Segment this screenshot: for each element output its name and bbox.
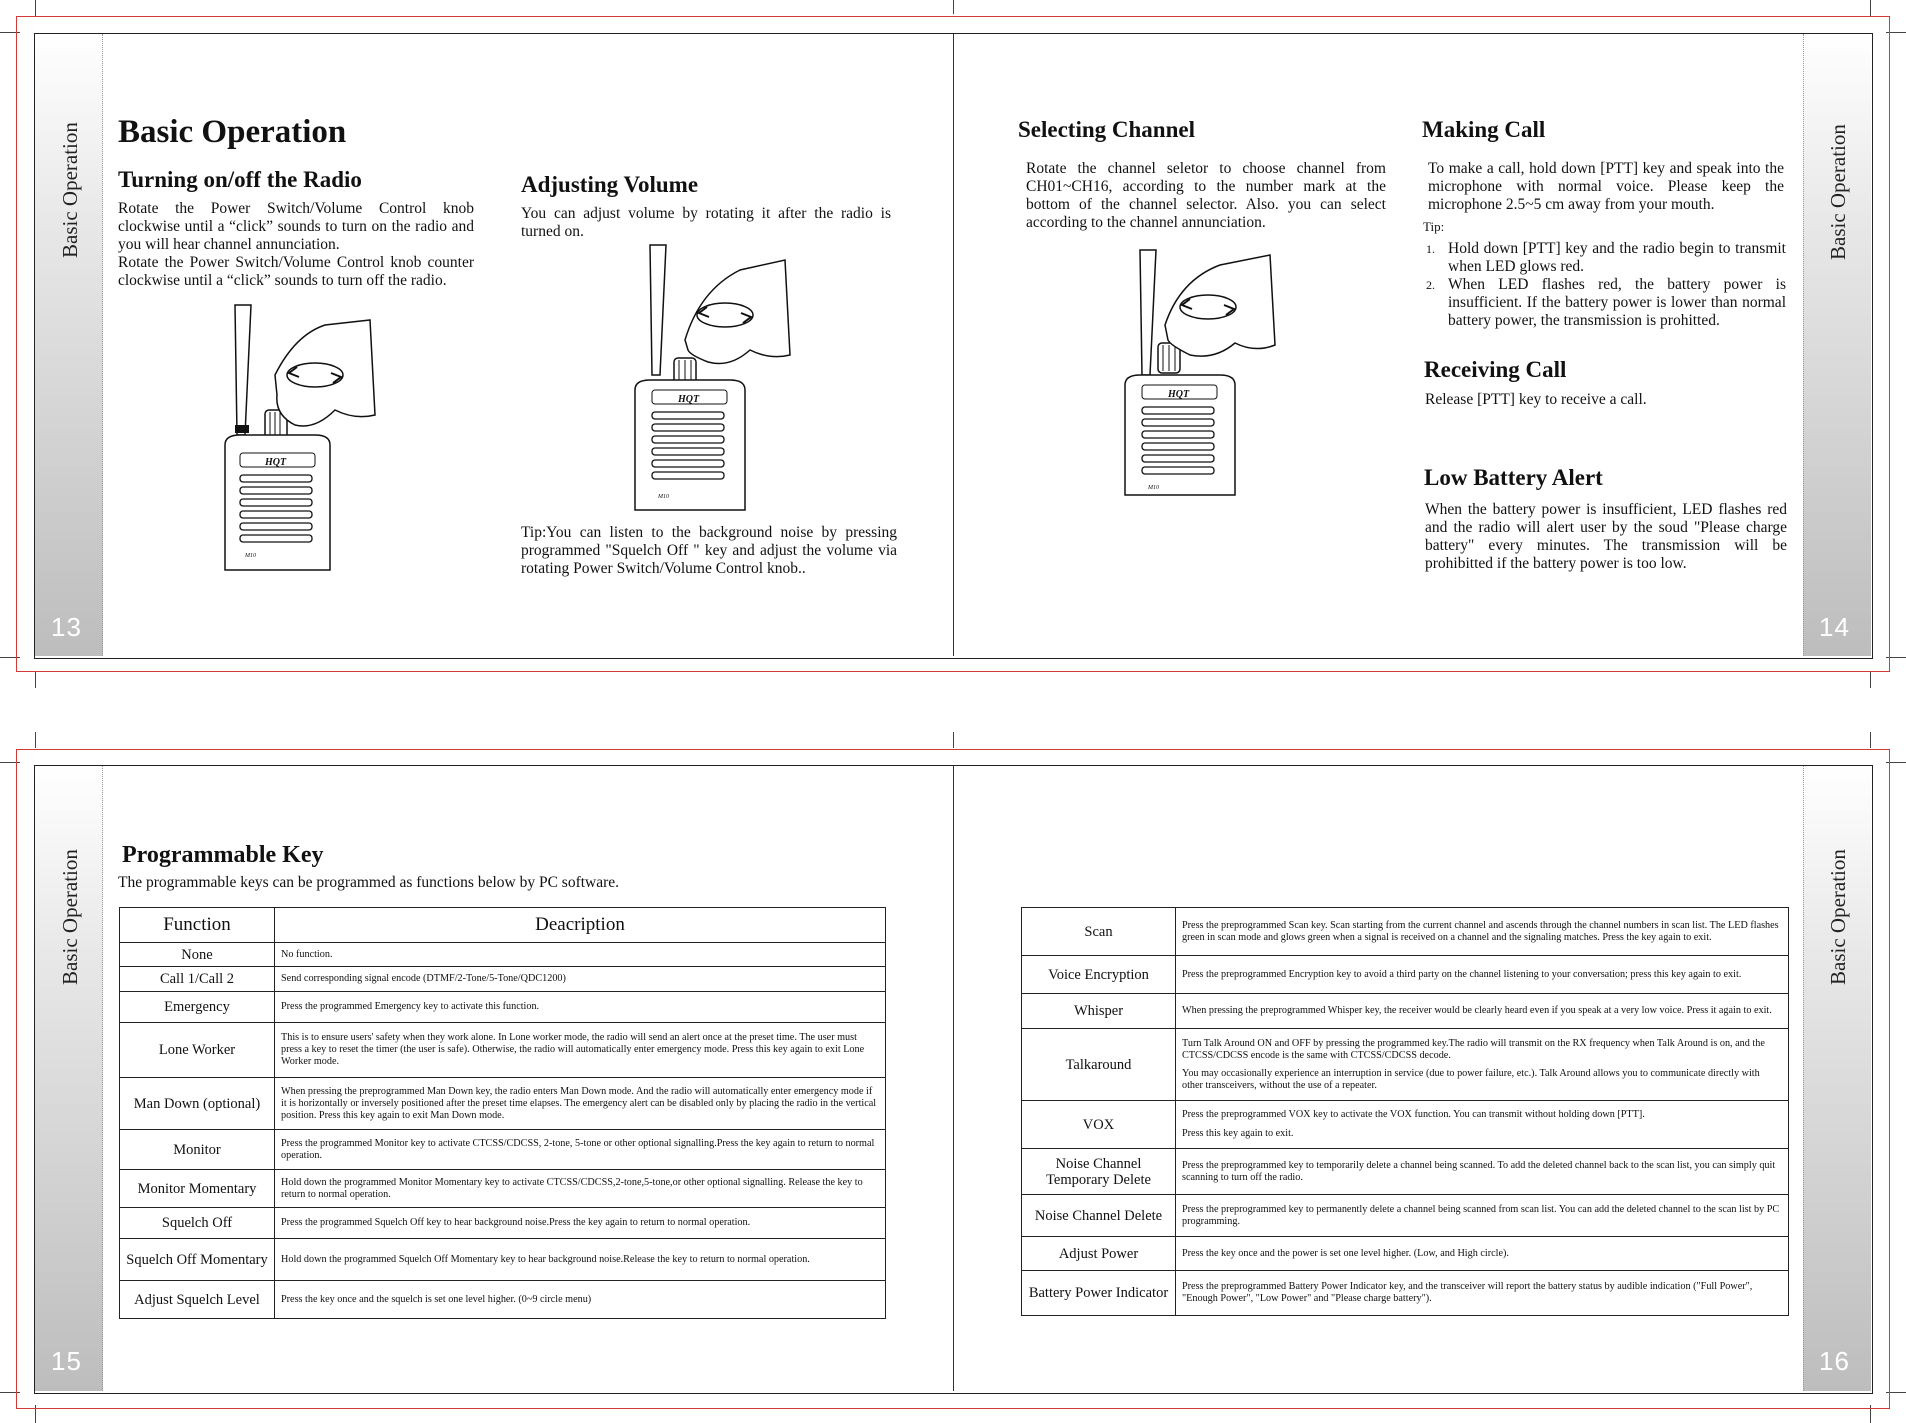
crop-mark [953,732,954,748]
radio-brand: HQT [1168,389,1190,400]
programmable-key-table [119,907,886,1319]
table-row: Lone Worker This is to ensure users' safety when they work alone. In Lone worker mode, the radio will send an alert once at the preset time. The user must press a key to reset the timer (the user is safe). Otherwise, the radio will automatically enter emergency mode. Press this key again to exit Lone Worker mode. [120,1023,886,1078]
crop-mark [35,732,36,748]
radio-volume-illustration [630,240,790,515]
crop-mark [35,672,36,688]
table-row: Emergency Press the programmed Emergency key to activate this function. [120,992,886,1023]
page-number-14: 14 [1819,612,1850,642]
radio-power-illustration [215,295,375,570]
programmable-key-table-continued [1021,907,1789,1316]
making-heading: Making Call [1422,117,1546,142]
radio-brand: HQT [265,457,287,468]
table-row: Whisper When pressing the preprogrammed Whisper key, the receiver would be clearly heard even if you speak at a very low voice. Press it again to exit. [1022,994,1789,1029]
table-row: Scan Press the preprogrammed Scan key. Scan starting from the current channel and ascends through the channel numbers in scan list. The LED flashes green in scan mode and glows green when a signal is received on a channel and the signaling matches. Press the key again to exit. [1022,908,1789,956]
page-number-16: 16 [1819,1346,1850,1376]
selecting-text: Rotate the channel seletor to choose channel from CH01~CH16, according to the number mark at the bottom of the channel selector. Also. you can select according to the channel annunciation. [1026,160,1386,231]
page-number-13: 13 [51,612,82,642]
table-row: Noise Channel Delete Press the preprogrammed key to permanently delete a channel being scanned from scan list. You can add the deleted channel to the scan list by PC programming. [1022,1195,1789,1237]
radio-model: M10 [658,494,669,500]
crop-mark [35,0,36,16]
lowbatt-heading: Low Battery Alert [1424,465,1603,490]
page16-side-label: Basic Operation [1826,849,1850,985]
turning-text: Rotate the Power Switch/Volume Control knob clockwise until a “click” sounds to turn on the radio and you will hear channel annunciation. Rotate the Power Switch/Volume Control knob counter clockwise until a “click” sounds to turn off the radio. [118,200,474,289]
bottom-spread-fold [953,766,954,1391]
table-row: Voice Encryption Press the preprogrammed Encryption key to avoid a third party on the channel listening to your conversation; press this key again to exit. [1022,956,1789,994]
tip-item: 2. When LED flashes red, the battery power is insufficient. If the battery power is lower than normal battery power, the transmission is prohitted. [1426,276,1786,329]
crop-mark [1870,0,1871,16]
page16-margin-line [1803,766,1804,1391]
lowbatt-text: When the battery power is insufficient, LED flashes red and the radio will alert user by the soud "Please charge battery" every minutes. The transmission will be prohibitted if the battery power is too low. [1425,501,1787,572]
page14-side-label: Basic Operation [1826,124,1850,260]
table-row: Call 1/Call 2 Send corresponding signal encode (DTMF/2-Tone/5-Tone/QDC1200) [120,967,886,992]
radio-model: M10 [1148,485,1159,491]
page13-title: Basic Operation [118,114,347,150]
crop-mark [953,0,954,14]
volume-heading: Adjusting Volume [521,172,699,197]
page13-margin-line [102,34,103,656]
table-row: Adjust Power Press the key once and the power is set one level higher. (Low, and High circle). [1022,1237,1789,1271]
receiving-heading: Receiving Call [1424,357,1567,382]
programmable-key-intro: The programmable keys can be programmed as functions below by PC software. [118,874,620,891]
top-spread-fold [953,34,954,656]
table-row: Talkaround Turn Talk Around ON and OFF by pressing the programmed key.The radio will transmit on the RX frequency when Talk Around is on, and the CTCSS/CDCSS encode is the same with CTCSS/CDCSS decode. You may occasionally experience an interruption in service (due to power failure, etc.). Talk Around allows you to communicate directly with other transceivers, without the use of a repeater. [1022,1029,1789,1101]
crop-mark [1870,672,1871,688]
programmable-key-heading: Programmable Key [122,842,324,868]
crop-mark [1870,732,1871,748]
turning-heading: Turning on/off the Radio [118,167,362,192]
making-tips [1426,240,1786,330]
table-header [120,908,886,943]
making-tip-label: Tip: [1423,219,1445,234]
radio-channel-illustration [1120,245,1280,495]
table-row: Battery Power Indicator Press the preprogrammed Battery Power Indicator key, and the transceiver will report the battery status by audible indication ("Full Power", "Enough Power", "Low Power" and "Please charge battery"). [1022,1271,1789,1316]
table-row: VOX Press the preprogrammed VOX key to activate the VOX function. You can transmit without holding down [PTT]. Press this key again to exit. [1022,1101,1789,1149]
making-text: To make a call, hold down [PTT] key and speak into the microphone with normal voice. Please keep the microphone 2.5~5 cm away from your mouth. [1428,160,1784,213]
table-row: Squelch Off Press the programmed Squelch Off key to hear background noise.Press the key again to return to normal operation. [120,1208,886,1239]
table-row: Monitor Momentary Hold down the programmed Monitor Momentary key to activate CTCSS/CDCSS,2-tone,5-tone,or other optional signalling. Release the key to return to normal operation. [120,1170,886,1208]
radio-brand: HQT [678,394,700,405]
page13-side-label: Basic Operation [58,122,82,258]
tip-item: 1. Hold down [PTT] key and the radio begin to transmit when LED glows red. [1426,240,1786,275]
col-function: Function [120,908,275,943]
volume-text: You can adjust volume by rotating it after the radio is turned on. [521,205,891,240]
table-row: Man Down (optional) When pressing the preprogrammed Man Down key, the radio enters Man Down mode. And the radio will automatically enter emergency mode if it is horizontally or inversely positioned after the preset time elapses. The emergency alert can be disabled only by placing the radio in the vertical position. Press this key again to exit Man Down mode. [120,1078,886,1130]
page15-side-label: Basic Operation [58,849,82,985]
col-description: Deacription [275,908,886,943]
table-row: Squelch Off Momentary Hold down the programmed Squelch Off Momentary key to hear background noise.Release the key to return to normal operation. [120,1239,886,1281]
page15-margin-line [102,766,103,1391]
table-row: Noise Channel Temporary Delete Press the preprogrammed key to temporarily delete a channel being scanned. To add the deleted channel back to the scan list, you can simply quit scanning to turn off the radio. [1022,1149,1789,1195]
volume-tip: Tip:You can listen to the background noise by pressing programmed "Squelch Off " key and adjust the volume via rotating Power Switch/Volume Control knob.. [521,524,897,577]
radio-model: M10 [245,553,256,559]
page14-margin-line [1803,34,1804,656]
table-row: Monitor Press the programmed Monitor key to activate CTCSS/CDCSS, 2-tone, 5-tone or other optional signalling.Press the key again to return to normal operation. [120,1130,886,1170]
receiving-text: Release [PTT] key to receive a call. [1425,391,1647,408]
page-number-15: 15 [51,1346,82,1376]
table-row: None No function. [120,943,886,967]
table-row: Adjust Squelch Level Press the key once and the squelch is set one level higher. (0~9 circle menu) [120,1281,886,1319]
selecting-heading: Selecting Channel [1018,117,1195,142]
